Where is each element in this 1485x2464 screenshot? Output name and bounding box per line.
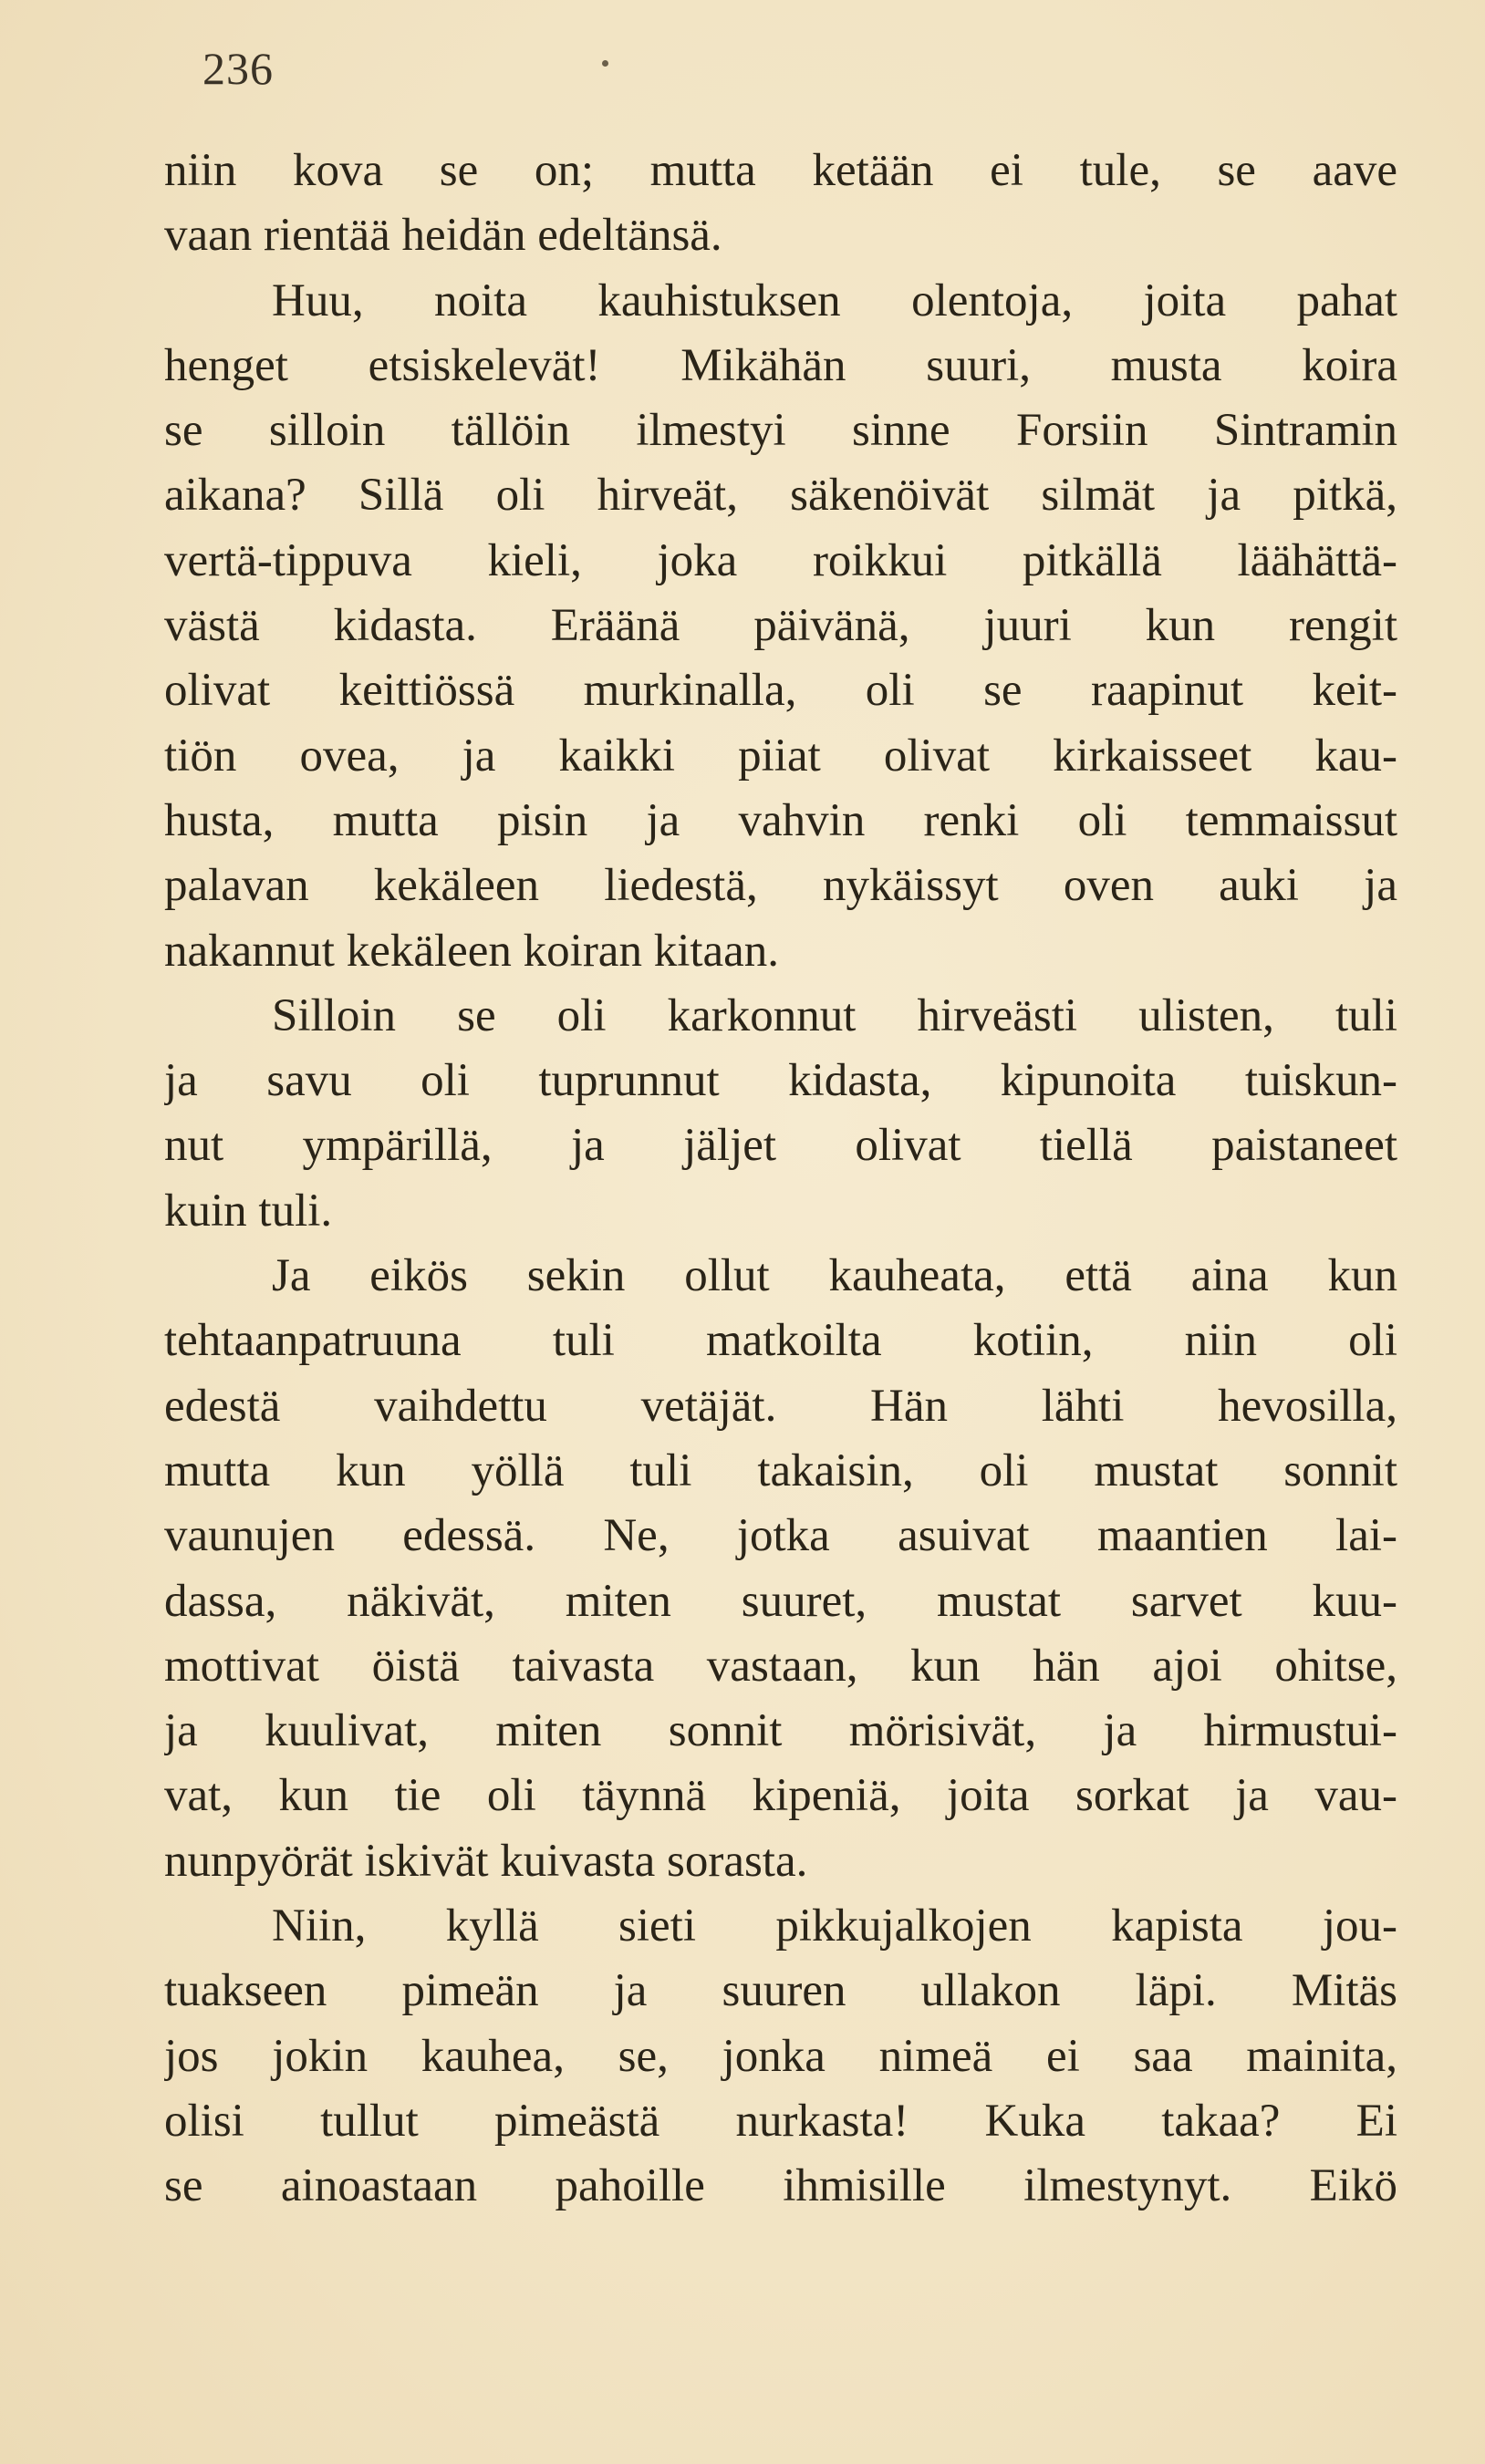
text-line: Niin, kyllä sieti pikkujalkojen kapista jou- [272, 1900, 1397, 1952]
text-line: vat, kun tie oli täynnä kipeniä, joita sorkat ja vau- [164, 1770, 1397, 1822]
text-line: mutta kun yöllä tuli takaisin, oli mustat sonnit [164, 1444, 1397, 1496]
page-number: 236 [202, 43, 274, 94]
text-line: nut ympärillä, ja jäljet olivat tiellä paistaneet [164, 1120, 1397, 1172]
text-line: dassa, näkivät, miten suuret, mustat sarvet kuu- [164, 1575, 1397, 1627]
text-line: nunpyörät iskivät kuivasta sorasta. [164, 1835, 808, 1887]
text-line: palavan kekäleen liedestä, nykäissyt oven auki ja [164, 860, 1397, 912]
text-line: mottivat öistä taivasta vastaan, kun hän ajoi ohitse, [164, 1640, 1397, 1692]
text-line: ja savu oli tuprunnut kidasta, kipunoita tuiskun- [164, 1055, 1397, 1107]
text-line: henget etsiskelevät! Mikähän suuri, musta koira [164, 339, 1397, 391]
text-line: västä kidasta. Eräänä päivänä, juuri kun rengit [164, 600, 1397, 652]
text-line: Ja eikös sekin ollut kauheata, että aina kun [272, 1250, 1397, 1302]
text-line: olisi tullut pimeästä nurkasta! Kuka takaa? Ei [164, 2095, 1397, 2147]
text-line: se ainoastaan pahoille ihmisille ilmestynyt. Eikö [164, 2160, 1397, 2212]
text-line: tiön ovea, ja kaikki piiat olivat kirkaisseet kau- [164, 730, 1397, 782]
text-line: olivat keittiössä murkinalla, oli se raapinut keit- [164, 665, 1397, 717]
text-line: tehtaanpatruuna tuli matkoilta kotiin, niin oli [164, 1315, 1397, 1367]
text-line: vaunujen edessä. Ne, jotka asuivat maantien lai- [164, 1510, 1397, 1562]
text-line: vertä-tippuva kieli, joka roikkui pitkällä läähättä- [164, 534, 1397, 586]
text-line: aikana? Sillä oli hirveät, säkenöivät silmät ja pitkä, [164, 470, 1397, 522]
text-line: ja kuulivat, miten sonnit mörisivät, ja hirmustui- [164, 1705, 1397, 1757]
text-line: Huu, noita kauhistuksen olentoja, joita pahat [272, 274, 1397, 326]
text-line: Silloin se oli karkonnut hirveästi ulisten, tuli [272, 989, 1397, 1041]
text-line: kuin tuli. [164, 1185, 333, 1237]
text-line: edestä vaihdettu vetäjät. Hän lähti hevosilla, [164, 1380, 1397, 1432]
text-line: jos jokin kauhea, se, jonka nimeä ei saa mainita, [164, 2030, 1397, 2082]
text-line: husta, mutta pisin ja vahvin renki oli temmaissut [164, 794, 1397, 846]
body-text [164, 139, 1397, 2220]
text-line: tuakseen pimeän ja suuren ullakon läpi. Mitäs [164, 1965, 1397, 2017]
text-line: niin kova se on; mutta ketään ei tule, se aave [164, 145, 1397, 196]
text-line: vaan rientää heidän edeltänsä. [164, 210, 722, 262]
text-line: se silloin tällöin ilmestyi sinne Forsiin Sintramin [164, 405, 1397, 457]
print-speck [602, 60, 608, 67]
text-line: nakannut kekäleen koiran kitaan. [164, 925, 780, 977]
